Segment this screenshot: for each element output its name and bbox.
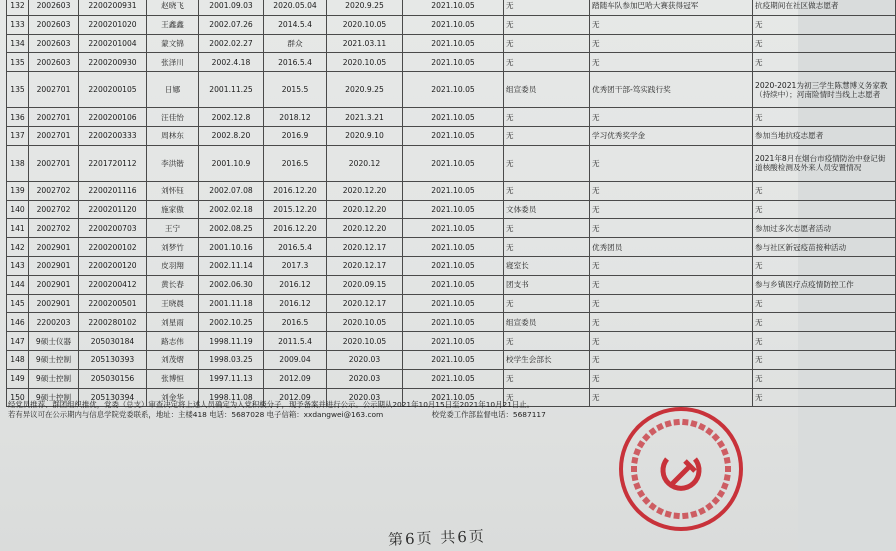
cell-league-join-date: 2016.5.4 <box>264 238 327 257</box>
cell-birth-date: 2002.12.8 <box>199 108 264 127</box>
cell-row-index: 146 <box>7 313 29 332</box>
cell-birth-date: 2001.09.03 <box>199 0 264 15</box>
cell-student-id: 2200201020 <box>79 15 147 34</box>
cell-student-id: 2200200412 <box>79 275 147 294</box>
cell-position: 组宣委员 <box>504 313 590 332</box>
cell-awards: 无 <box>590 219 753 238</box>
cell-application-date: 2020.12.20 <box>327 181 403 200</box>
cell-position: 无 <box>504 34 590 53</box>
cell-student-id: 2200200930 <box>79 53 147 72</box>
cell-class-id: 2002603 <box>29 53 79 72</box>
cell-student-id: 2200200333 <box>79 126 147 145</box>
party-seal-icon <box>615 403 747 535</box>
roster-table <box>6 0 896 407</box>
cell-volunteer-work: 无 <box>753 15 896 34</box>
cell-row-index: 140 <box>7 200 29 219</box>
cell-activist-date: 2021.10.05 <box>403 200 504 219</box>
cell-awards: 无 <box>590 145 753 181</box>
cell-student-id: 2200200501 <box>79 294 147 313</box>
cell-row-index: 144 <box>7 275 29 294</box>
cell-league-join-date: 2016.12 <box>264 275 327 294</box>
table-row <box>7 34 896 53</box>
cell-class-id: 2002702 <box>29 200 79 219</box>
cell-student-id: 2200280102 <box>79 313 147 332</box>
cell-birth-date: 2001.11.18 <box>199 294 264 313</box>
cell-row-index: 138 <box>7 145 29 181</box>
cell-awards: 优秀团员 <box>590 238 753 257</box>
cell-birth-date: 2002.06.30 <box>199 275 264 294</box>
cell-league-join-date: 2016.12.20 <box>264 181 327 200</box>
cell-student-id: 205130393 <box>79 350 147 369</box>
cell-activist-date: 2021.10.05 <box>403 350 504 369</box>
cell-class-id: 2002701 <box>29 108 79 127</box>
cell-application-date: 2020.12 <box>327 145 403 181</box>
cell-student-name: 周林东 <box>147 126 199 145</box>
cell-position: 无 <box>504 53 590 72</box>
cell-birth-date: 2001.11.25 <box>199 72 264 108</box>
cell-position: 组宣委员 <box>504 72 590 108</box>
cell-activist-date: 2021.10.05 <box>403 0 504 15</box>
cell-volunteer-work: 参加过多次志愿者活动 <box>753 219 896 238</box>
cell-row-index: 133 <box>7 15 29 34</box>
cell-position: 无 <box>504 332 590 351</box>
table-row <box>7 53 896 72</box>
cell-birth-date: 2002.10.25 <box>199 313 264 332</box>
cell-birth-date: 2001.10.16 <box>199 238 264 257</box>
notice-text <box>8 400 698 419</box>
cell-row-index: 136 <box>7 108 29 127</box>
cell-class-id: 2002901 <box>29 256 79 275</box>
cell-class-id: 2002702 <box>29 219 79 238</box>
cell-class-id: 2002603 <box>29 0 79 15</box>
cell-student-name: 皮羽翔 <box>147 256 199 275</box>
cell-activist-date: 2021.10.05 <box>403 332 504 351</box>
cell-league-join-date: 2012.09 <box>264 369 327 388</box>
cell-volunteer-work: 参加当地抗疫志愿者 <box>753 126 896 145</box>
cell-student-id: 2200200106 <box>79 108 147 127</box>
cell-class-id: 9硕士控制 <box>29 388 79 407</box>
cell-row-index: 134 <box>7 34 29 53</box>
cell-student-name: 王鑫鑫 <box>147 15 199 34</box>
cell-league-join-date: 2016.12 <box>264 294 327 313</box>
table-row <box>7 181 896 200</box>
cell-student-name: 刘怀钰 <box>147 181 199 200</box>
cell-position: 无 <box>504 181 590 200</box>
cell-birth-date: 2002.02.18 <box>199 200 264 219</box>
notice-line-1: 经党员推荐、群团组织推优，党委（总支）审查决定将上述人员确定为入党积极分子，现予备案并进行公示。公示期从2021年10月15日至2021年10月21日止。 <box>8 400 535 409</box>
cell-position: 无 <box>504 388 590 407</box>
cell-volunteer-work: 无 <box>753 388 896 407</box>
cell-position: 无 <box>504 0 590 15</box>
table-row <box>7 108 896 127</box>
cell-application-date: 2020.12.17 <box>327 256 403 275</box>
cell-student-name: 施家傲 <box>147 200 199 219</box>
table-row <box>7 275 896 294</box>
cell-row-index: 149 <box>7 369 29 388</box>
cell-awards: 无 <box>590 388 753 407</box>
cell-student-id: 2200201116 <box>79 181 147 200</box>
cell-student-id: 2200200102 <box>79 238 147 257</box>
cell-row-index: 139 <box>7 181 29 200</box>
cell-student-name: 路志伟 <box>147 332 199 351</box>
cell-position: 无 <box>504 126 590 145</box>
notice-supervision-phone: 校党委工作部监督电话：5687117 <box>431 409 546 419</box>
cell-awards: 无 <box>590 313 753 332</box>
cell-student-id: 2201720112 <box>79 145 147 181</box>
cell-activist-date: 2021.10.05 <box>403 72 504 108</box>
cell-awards: 踏随车队参加巴哈大赛获得冠军 <box>590 0 753 15</box>
cell-student-name: 蒙文锦 <box>147 34 199 53</box>
cell-student-name: 张博恒 <box>147 369 199 388</box>
cell-row-index: 142 <box>7 238 29 257</box>
cell-awards: 无 <box>590 256 753 275</box>
cell-activist-date: 2021.10.05 <box>403 369 504 388</box>
page-number-handwritten: 第6页 共6页 <box>387 527 487 549</box>
cell-class-id: 9硕士控制 <box>29 350 79 369</box>
cell-student-name: 王宁 <box>147 219 199 238</box>
cell-class-id: 2002603 <box>29 34 79 53</box>
cell-awards: 学习优秀奖学金 <box>590 126 753 145</box>
table-row <box>7 15 896 34</box>
cell-league-join-date: 2016.5 <box>264 313 327 332</box>
table-row <box>7 369 896 388</box>
cell-activist-date: 2021.10.05 <box>403 181 504 200</box>
cell-activist-date: 2021.10.05 <box>403 256 504 275</box>
table-row <box>7 294 896 313</box>
cell-class-id: 2200203 <box>29 313 79 332</box>
cell-league-join-date: 2009.04 <box>264 350 327 369</box>
cell-student-name: 汪佳怡 <box>147 108 199 127</box>
cell-league-join-date: 2016.5.4 <box>264 53 327 72</box>
table-row <box>7 72 896 108</box>
cell-application-date: 2020.12.20 <box>327 219 403 238</box>
cell-activist-date: 2021.10.05 <box>403 238 504 257</box>
cell-league-join-date: 2016.5 <box>264 145 327 181</box>
cell-volunteer-work: 抗疫期间在社区做志愿者 <box>753 0 896 15</box>
cell-application-date: 2020.9.25 <box>327 0 403 15</box>
cell-class-id: 9硕士仪器 <box>29 332 79 351</box>
cell-awards: 无 <box>590 15 753 34</box>
cell-birth-date: 2002.02.27 <box>199 34 264 53</box>
official-seal <box>615 403 747 535</box>
cell-birth-date: 1998.03.25 <box>199 350 264 369</box>
table-row <box>7 332 896 351</box>
cell-student-name: 刘星雨 <box>147 313 199 332</box>
cell-position: 团支书 <box>504 275 590 294</box>
cell-league-join-date: 群众 <box>264 34 327 53</box>
cell-awards: 优秀团干部-笃实践行奖 <box>590 72 753 108</box>
cell-birth-date: 1998.11.08 <box>199 388 264 407</box>
cell-application-date: 2021.3.21 <box>327 108 403 127</box>
cell-league-join-date: 2017.3 <box>264 256 327 275</box>
cell-student-name: 张泽川 <box>147 53 199 72</box>
table-row <box>7 200 896 219</box>
cell-activist-date: 2021.10.05 <box>403 15 504 34</box>
table-row <box>7 126 896 145</box>
notice-line-2 <box>8 410 698 420</box>
table-row <box>7 313 896 332</box>
cell-application-date: 2020.10.05 <box>327 332 403 351</box>
cell-row-index: 147 <box>7 332 29 351</box>
cell-student-id: 2200200703 <box>79 219 147 238</box>
cell-student-name: 王晓晨 <box>147 294 199 313</box>
cell-league-join-date: 2015.12.20 <box>264 200 327 219</box>
cell-league-join-date: 2012.09 <box>264 388 327 407</box>
cell-birth-date: 2002.4.18 <box>199 53 264 72</box>
cell-class-id: 2002701 <box>29 126 79 145</box>
cell-league-join-date: 2014.5.4 <box>264 15 327 34</box>
table-row <box>7 0 896 15</box>
cell-birth-date: 2002.07.26 <box>199 15 264 34</box>
cell-class-id: 2002701 <box>29 145 79 181</box>
cell-awards: 无 <box>590 350 753 369</box>
cell-application-date: 2020.12.17 <box>327 294 403 313</box>
cell-birth-date: 2002.08.25 <box>199 219 264 238</box>
cell-application-date: 2021.03.11 <box>327 34 403 53</box>
cell-row-index: 143 <box>7 256 29 275</box>
cell-application-date: 2020.03 <box>327 369 403 388</box>
cell-student-id: 2200200120 <box>79 256 147 275</box>
cell-league-join-date: 2015.5 <box>264 72 327 108</box>
cell-league-join-date: 2011.5.4 <box>264 332 327 351</box>
cell-class-id: 2002701 <box>29 72 79 108</box>
cell-position: 无 <box>504 294 590 313</box>
cell-birth-date: 1997.11.13 <box>199 369 264 388</box>
cell-position: 无 <box>504 238 590 257</box>
cell-position: 无 <box>504 219 590 238</box>
cell-volunteer-work: 2020-2021为初三学生陈慧博义务家教（持续中）；河南险情时当线上志愿者 <box>753 72 896 108</box>
cell-awards: 无 <box>590 34 753 53</box>
cell-activist-date: 2021.10.05 <box>403 108 504 127</box>
cell-application-date: 2020.03 <box>327 388 403 407</box>
cell-volunteer-work: 参与乡镇医疗点疫情防控工作 <box>753 275 896 294</box>
cell-birth-date: 2001.10.9 <box>199 145 264 181</box>
table-row <box>7 219 896 238</box>
cell-student-id: 2200201120 <box>79 200 147 219</box>
cell-volunteer-work: 无 <box>753 108 896 127</box>
cell-league-join-date: 2016.9 <box>264 126 327 145</box>
cell-class-id: 9硕士控制 <box>29 369 79 388</box>
cell-application-date: 2020.10.05 <box>327 15 403 34</box>
cell-position: 寝室长 <box>504 256 590 275</box>
cell-volunteer-work: 参与社区新冠疫苗接种活动 <box>753 238 896 257</box>
cell-activist-date: 2021.10.05 <box>403 313 504 332</box>
cell-position: 无 <box>504 369 590 388</box>
cell-birth-date: 1998.11.19 <box>199 332 264 351</box>
cell-application-date: 2020.12.17 <box>327 238 403 257</box>
cell-application-date: 2020.9.10 <box>327 126 403 145</box>
notice-contact: 若有异议可在公示期内与信息学院党委联系，地址：主楼418 电话：5687028 电子信箱：xxdangwei@163.com <box>8 409 384 419</box>
cell-volunteer-work: 无 <box>753 294 896 313</box>
cell-class-id: 2002901 <box>29 294 79 313</box>
cell-row-index: 135 <box>7 72 29 108</box>
cell-awards: 无 <box>590 181 753 200</box>
cell-volunteer-work: 2021年8月在烟台市疫情防治中登记街道核酸检测及外来人员安置情况 <box>753 145 896 181</box>
cell-activist-date: 2021.10.05 <box>403 145 504 181</box>
cell-position: 文体委员 <box>504 200 590 219</box>
cell-row-index: 150 <box>7 388 29 407</box>
cell-awards: 无 <box>590 369 753 388</box>
cell-class-id: 2002702 <box>29 181 79 200</box>
cell-awards: 无 <box>590 294 753 313</box>
cell-awards: 无 <box>590 53 753 72</box>
cell-student-name: 赵晓飞 <box>147 0 199 15</box>
cell-activist-date: 2021.10.05 <box>403 126 504 145</box>
cell-league-join-date: 2016.12.20 <box>264 219 327 238</box>
cell-volunteer-work: 无 <box>753 34 896 53</box>
cell-birth-date: 2002.07.08 <box>199 181 264 200</box>
cell-application-date: 2020.10.05 <box>327 53 403 72</box>
roster-body <box>7 0 896 407</box>
cell-volunteer-work: 无 <box>753 53 896 72</box>
cell-student-name: 刘金华 <box>147 388 199 407</box>
cell-student-id: 205030184 <box>79 332 147 351</box>
cell-student-id: 205030156 <box>79 369 147 388</box>
cell-application-date: 2020.9.25 <box>327 72 403 108</box>
cell-volunteer-work: 无 <box>753 332 896 351</box>
cell-volunteer-work: 无 <box>753 256 896 275</box>
cell-student-name: 刘梦竹 <box>147 238 199 257</box>
cell-position: 无 <box>504 145 590 181</box>
cell-student-name: 刘茂熠 <box>147 350 199 369</box>
cell-student-id: 205130394 <box>79 388 147 407</box>
cell-awards: 无 <box>590 200 753 219</box>
cell-application-date: 2020.12.20 <box>327 200 403 219</box>
cell-student-id: 2200200931 <box>79 0 147 15</box>
cell-activist-date: 2021.10.05 <box>403 388 504 407</box>
cell-class-id: 2002603 <box>29 15 79 34</box>
cell-row-index: 145 <box>7 294 29 313</box>
cell-row-index: 137 <box>7 126 29 145</box>
cell-activist-date: 2021.10.05 <box>403 219 504 238</box>
table-row <box>7 256 896 275</box>
cell-awards: 无 <box>590 108 753 127</box>
cell-student-id: 2200201004 <box>79 34 147 53</box>
cell-position: 无 <box>504 15 590 34</box>
cell-league-join-date: 2020.05.04 <box>264 0 327 15</box>
table-row <box>7 238 896 257</box>
cell-league-join-date: 2018.12 <box>264 108 327 127</box>
cell-student-name: 李洪锴 <box>147 145 199 181</box>
cell-volunteer-work: 无 <box>753 200 896 219</box>
cell-volunteer-work: 无 <box>753 350 896 369</box>
cell-birth-date: 2002.8.20 <box>199 126 264 145</box>
cell-activist-date: 2021.10.05 <box>403 294 504 313</box>
cell-awards: 无 <box>590 332 753 351</box>
cell-activist-date: 2021.10.05 <box>403 275 504 294</box>
cell-row-index: 141 <box>7 219 29 238</box>
cell-class-id: 2002901 <box>29 238 79 257</box>
cell-position: 无 <box>504 108 590 127</box>
cell-class-id: 2002901 <box>29 275 79 294</box>
cell-volunteer-work: 无 <box>753 369 896 388</box>
table-row <box>7 145 896 181</box>
cell-birth-date: 2002.11.14 <box>199 256 264 275</box>
cell-application-date: 2020.09.15 <box>327 275 403 294</box>
cell-application-date: 2020.03 <box>327 350 403 369</box>
cell-student-name: 黄长春 <box>147 275 199 294</box>
cell-row-index: 148 <box>7 350 29 369</box>
cell-volunteer-work: 无 <box>753 313 896 332</box>
cell-position: 校学生会部长 <box>504 350 590 369</box>
cell-activist-date: 2021.10.05 <box>403 53 504 72</box>
table-row <box>7 350 896 369</box>
cell-volunteer-work: 无 <box>753 181 896 200</box>
cell-row-index: 135 <box>7 53 29 72</box>
cell-row-index: 132 <box>7 0 29 15</box>
cell-student-id: 2200200105 <box>79 72 147 108</box>
cell-application-date: 2020.10.05 <box>327 313 403 332</box>
cell-awards: 无 <box>590 275 753 294</box>
cell-student-name: 日娜 <box>147 72 199 108</box>
cell-activist-date: 2021.10.05 <box>403 34 504 53</box>
